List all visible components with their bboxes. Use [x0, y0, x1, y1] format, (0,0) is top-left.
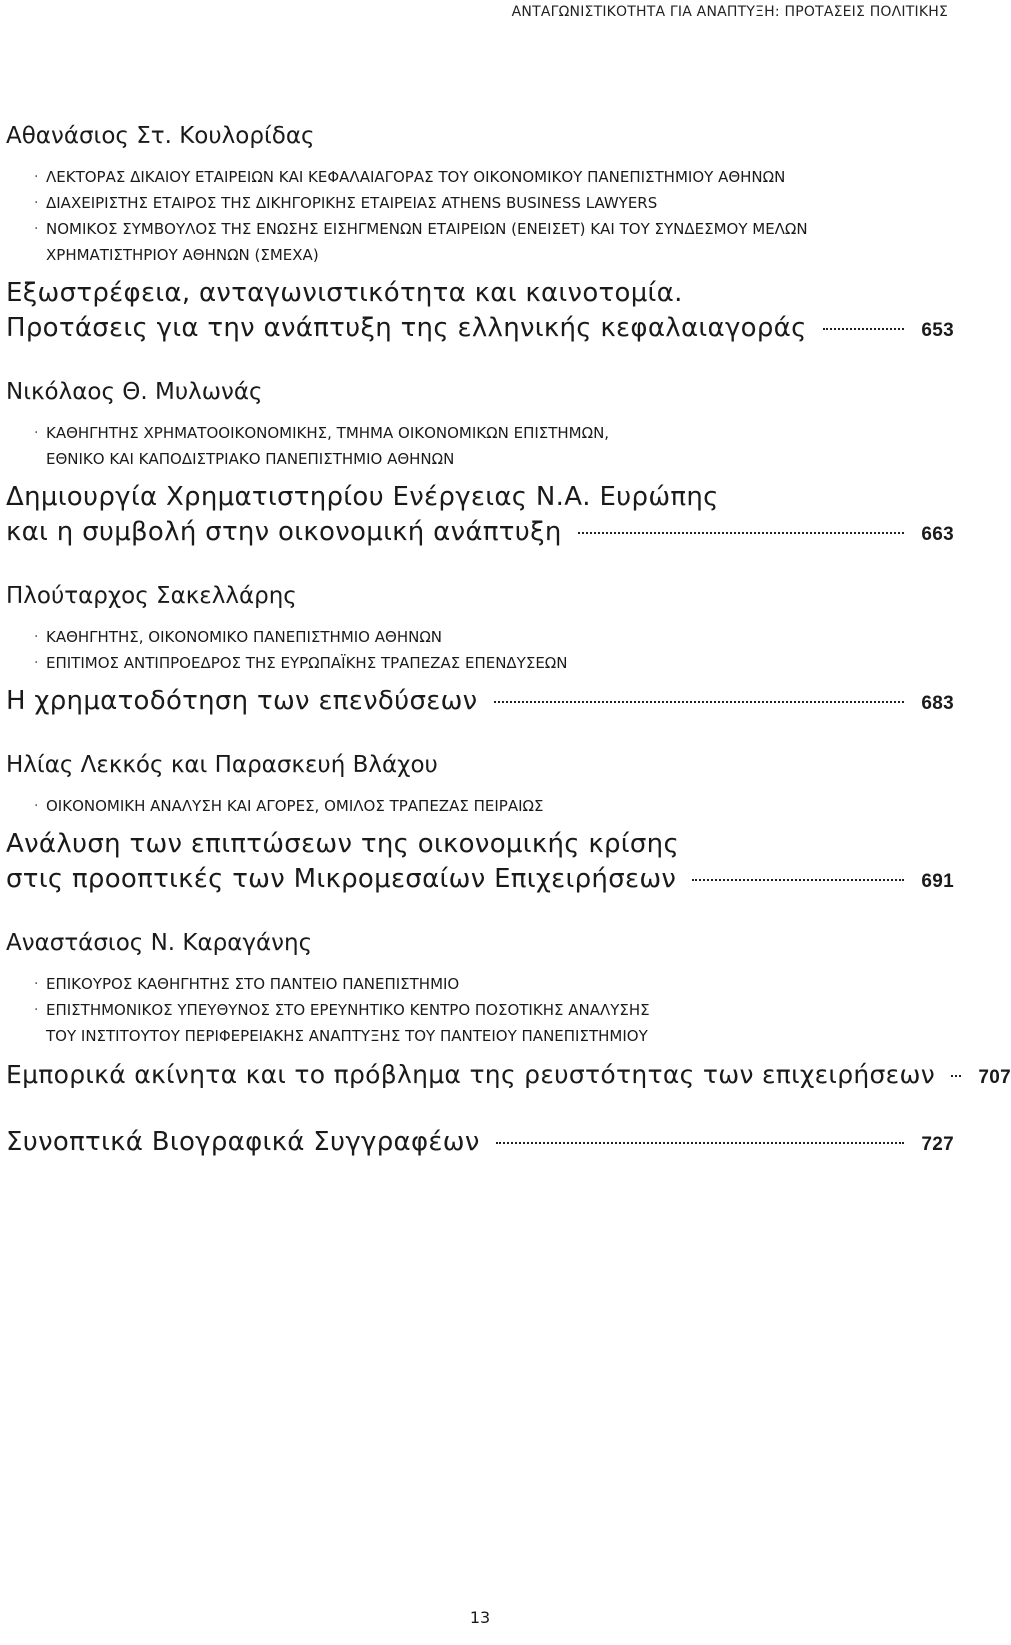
- bullet-icon: ·: [34, 629, 39, 645]
- toc-entry: [6, 122, 954, 348]
- author-name: Αθανάσιος Στ. Κουλορίδας: [6, 123, 315, 149]
- author-name: Αναστάσιος Ν. Καραγάνης: [6, 930, 313, 956]
- dot-leader: [496, 1142, 904, 1144]
- bullet-icon: ·: [34, 976, 39, 992]
- affiliation-list: [6, 420, 954, 472]
- affiliation-item: · ΚΑΘΗΓΗΤΗΣ ΧΡΗΜΑΤΟΟΙΚΟΝΟΜΙΚΗΣ, ΤΜΗΜΑ ΟΙΚΟΝΟΜΙΚΩΝ ΕΠΙΣΤΗΜΩΝ, ΕΘΝΙΚΟ ΚΑΙ ΚΑΠΟΔΙΣΤΡΙΑΚΟ ΠΑΝΕΠΙΣΤΗΜΙΟ ΑΘΗΝΩΝ: [6, 420, 954, 472]
- chapter-title-line: και η συμβολή στην οικονομική ανάπτυξη: [6, 517, 562, 547]
- author-name: Πλούταρχος Σακελλάρης: [6, 583, 297, 609]
- chapter-title-line: Προτάσεις για την ανάπτυξη της ελληνικής κεφαλαιαγοράς: [6, 313, 807, 343]
- page-number[interactable]: 683: [921, 693, 954, 714]
- running-header: ΑΝΤΑΓΩΝΙΣΤΙΚΟΤΗΤΑ ΓΙΑ ΑΝΑΠΤΥΞΗ: ΠΡΟΤΑΣΕΙΣ ΠΟΛΙΤΙΚΗΣ: [511, 4, 948, 20]
- toc-entry: [6, 378, 954, 552]
- dot-leader: [578, 532, 904, 534]
- affiliation-item: · ΕΠΙΣΤΗΜΟΝΙΚΟΣ ΥΠΕΥΘΥΝΟΣ ΣΤΟ ΕΡΕΥΝΗΤΙΚΟ ΚΕΝΤΡΟ ΠΟΣΟΤΙΚΗΣ ΑΝΑΛΥΣΗΣ ΤΟΥ ΙΝΣΤΙΤΟΥΤΟΥ ΠΕΡΙΦΕΡΕΙΑΚΗΣ ΑΝΑΠΤΥΞΗΣ ΤΟΥ ΠΑΝΤΕΙΟΥ ΠΑΝΕΠΙΣΤΗΜΙΟΥ: [6, 997, 954, 1049]
- chapter-title-line: Εμπορικά ακίνητα και το πρόβλημα της ρευστότητας των επιχειρήσεων: [6, 1060, 935, 1089]
- affiliation-item: · ΛΕΚΤΟΡΑΣ ΔΙΚΑΙΟΥ ΕΤΑΙΡΕΙΩΝ ΚΑΙ ΚΕΦΑΛΑΙΑΓΟΡΑΣ ΤΟΥ ΟΙΚΟΝΟΜΙΚΟΥ ΠΑΝΕΠΙΣΤΗΜΙΟΥ ΑΘΗΝΩΝ: [6, 164, 954, 190]
- chapter-title[interactable]: [6, 480, 954, 552]
- page-number[interactable]: 663: [921, 524, 954, 545]
- chapter-title-line: Εξωστρέφεια, ανταγωνιστικότητα και καινοτομία.: [6, 278, 683, 308]
- page-number[interactable]: 727: [921, 1134, 954, 1155]
- affiliation-item: · ΟΙΚΟΝΟΜΙΚΗ ΑΝΑΛΥΣΗ ΚΑΙ ΑΓΟΡΕΣ, ΟΜΙΛΟΣ ΤΡΑΠΕΖΑΣ ΠΕΙΡΑΙΩΣ: [6, 793, 954, 819]
- affiliation-item: · ΚΑΘΗΓΗΤΗΣ, ΟΙΚΟΝΟΜΙΚΟ ΠΑΝΕΠΙΣΤΗΜΙΟ ΑΘΗΝΩΝ: [6, 624, 954, 650]
- page-number[interactable]: 707: [978, 1067, 1011, 1088]
- bullet-icon: ·: [34, 425, 39, 441]
- chapter-title-line: Δημιουργία Χρηματιστηρίου Ενέργειας Ν.Α. Ευρώπης: [6, 482, 719, 512]
- chapter-title[interactable]: [6, 1057, 1011, 1095]
- page-footer-number: 13: [469, 1608, 491, 1627]
- table-of-contents: [6, 122, 1011, 1192]
- chapter-title-line: στις προοπτικές των Μικρομεσαίων Επιχειρήσεων: [6, 864, 677, 894]
- author-name: Νικόλαος Θ. Μυλωνάς: [6, 379, 263, 405]
- dot-leader: [494, 701, 904, 703]
- affiliation-list: [6, 971, 954, 1049]
- chapter-title[interactable]: [6, 684, 954, 721]
- chapter-title[interactable]: [6, 1125, 954, 1162]
- toc-entry: [6, 929, 1011, 1095]
- toc-entry: [6, 582, 954, 721]
- bullet-icon: ·: [34, 655, 39, 671]
- affiliation-list: [6, 164, 954, 268]
- dot-leader: [692, 879, 904, 881]
- dot-leader: [951, 1075, 961, 1077]
- author-name: Ηλίας Λεκκός και Παρασκευή Βλάχου: [6, 752, 438, 778]
- bullet-icon: ·: [34, 169, 39, 185]
- affiliation-item: · ΕΠΙΤΙΜΟΣ ΑΝΤΙΠΡΟΕΔΡΟΣ ΤΗΣ ΕΥΡΩΠΑΪΚΗΣ ΤΡΑΠΕΖΑΣ ΕΠΕΝΔΥΣΕΩΝ: [6, 650, 954, 676]
- affiliation-list: [6, 793, 954, 819]
- chapter-title[interactable]: [6, 276, 954, 348]
- affiliation-list: [6, 624, 954, 676]
- affiliation-item: · ΝΟΜΙΚΟΣ ΣΥΜΒΟΥΛΟΣ ΤΗΣ ΕΝΩΣΗΣ ΕΙΣΗΓΜΕΝΩΝ ΕΤΑΙΡΕΙΩΝ (ΕΝΕΙΣΕΤ) ΚΑΙ ΤΟΥ ΣΥΝΔΕΣΜΟΥ ΜΕΛΩΝ ΧΡΗΜΑΤΙΣΤΗΡΙΟΥ ΑΘΗΝΩΝ (ΣΜΕΧΑ): [6, 216, 954, 268]
- bullet-icon: ·: [34, 1002, 39, 1018]
- chapter-title-line: Η χρηματοδότηση των επενδύσεων: [6, 686, 478, 716]
- toc-entry-biographies: [6, 1125, 954, 1162]
- affiliation-item: · ΕΠΙΚΟΥΡΟΣ ΚΑΘΗΓΗΤΗΣ ΣΤΟ ΠΑΝΤΕΙΟ ΠΑΝΕΠΙΣΤΗΜΙΟ: [6, 971, 954, 997]
- dot-leader: [823, 328, 904, 330]
- bullet-icon: ·: [34, 195, 39, 211]
- chapter-title[interactable]: [6, 827, 954, 899]
- chapter-title-line: Ανάλυση των επιπτώσεων της οικονομικής κρίσης: [6, 829, 680, 859]
- bullet-icon: ·: [34, 221, 39, 237]
- bullet-icon: ·: [34, 798, 39, 814]
- affiliation-item: · ΔΙΑΧΕΙΡΙΣΤΗΣ ΕΤΑΙΡΟΣ ΤΗΣ ΔΙΚΗΓΟΡΙΚΗΣ ΕΤΑΙΡΕΙΑΣ ATHENS BUSINESS LAWYERS: [6, 190, 954, 216]
- chapter-title-line: Συνοπτικά Βιογραφικά Συγγραφέων: [6, 1127, 480, 1157]
- page-number[interactable]: 691: [921, 871, 954, 892]
- toc-entry: [6, 751, 954, 899]
- page-number[interactable]: 653: [921, 320, 954, 341]
